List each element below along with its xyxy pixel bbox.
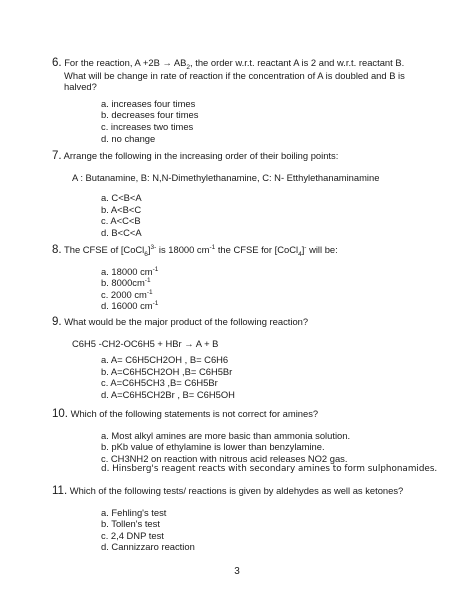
option: b. $8000cm^{-1}$ — [101, 277, 151, 289]
question-9 — [52, 316, 452, 401]
option: a. Most alkyl amines are more basic than ammonia solution. — [101, 429, 351, 441]
options-list — [52, 354, 452, 400]
option: b. A<B<C — [101, 203, 142, 215]
option: c. A<C<B — [101, 215, 141, 227]
option: b. Tollen's test — [101, 518, 160, 530]
compound-list: A : Butanamine, B: N,N-Dimethylethanamine, C: N- Etthylethanaminamine — [72, 171, 380, 183]
question-10-stem: 10. Which of the following statements is not correct for amines? — [52, 408, 319, 420]
question-9-stem: 9. What would be the major product of the following reaction? — [52, 316, 309, 328]
question-number: 11. — [52, 485, 68, 497]
question-number: 6. — [52, 57, 62, 69]
option: b. pKb value of ethylamine is lower than benzylamine. — [101, 441, 325, 453]
options-list — [52, 98, 452, 144]
option: a. increases four times — [101, 97, 196, 109]
option: c. CH3NH2 on reaction with nitrous acid releases NO2 gas. — [101, 452, 348, 464]
question-11 — [52, 485, 452, 553]
question-8-stem: 8. The CFSE of [CoCl$_6$]$^{3-}$ is 18000 $cm^{-1}$ the CFSE for [CoCl$_4$]- will be: — [52, 243, 338, 258]
option: d. A=C6H5CH2Br , B= C6H5OH — [101, 388, 235, 400]
option: c. increases two times — [101, 120, 194, 132]
question-number: 10. — [52, 408, 68, 420]
options-list — [52, 266, 452, 312]
option: c. 2000 $cm^{-1}$ — [101, 288, 153, 300]
option: a. 18000 $cm^{-1}$ — [101, 265, 159, 277]
question-6: 6. For the reaction, $A +2B \to AB_2$, the order w.r.t. reactant A is 2 and w.r.t. reactant B. What will be change in rate of reaction if the concentration of A is doubled and B is halved? a. increases four times b. decreases four times c. increases two times d. no change — [52, 57, 452, 144]
page-number: 3 — [234, 566, 240, 577]
option: b. decreases four times — [101, 109, 199, 121]
option: c. A=C6H5CH3 ,B= C6H5Br — [101, 377, 218, 389]
options-list — [52, 507, 452, 553]
question-number: 8. — [52, 244, 62, 256]
option: d. Cannizzaro reaction — [101, 541, 195, 553]
question-8 — [52, 244, 452, 312]
option: d. no change — [101, 132, 156, 144]
option: a. A= C6H5CH2OH , B= C6H6 — [101, 354, 229, 366]
option: d. 16000 $cm^{-1}$ — [101, 300, 159, 312]
options-list — [52, 430, 452, 476]
reaction-equation: C6H5 -CH2-OC6H5 + HBr → A + B — [72, 337, 219, 349]
option: a. Fehling's test — [101, 506, 167, 518]
question-11-stem: 11. Which of the following tests/ reactions is given by aldehydes as well as ketones? — [52, 485, 404, 497]
question-7 — [52, 150, 452, 239]
question-number: 7. — [52, 150, 62, 162]
option: a. C<B<A — [101, 192, 142, 204]
question-10 — [52, 408, 452, 476]
question-6-stem: 6. For the reaction, $A +2B \to AB_2$, the order w.r.t. reactant A is 2 and w.r.t. reactant B. — [52, 57, 405, 71]
option: d. B<C<A — [101, 226, 142, 238]
options-list — [52, 192, 452, 238]
option: d. Hinsberg's reagent reacts with secondary amines to form sulphonamides. — [101, 464, 438, 475]
option: b. A=C6H5CH2OH ,B= C6H5Br — [101, 365, 233, 377]
question-7-stem: 7. Arrange the following in the increasing order of their boiling points: — [52, 150, 339, 162]
question-number: 9. — [52, 316, 62, 328]
option: c. 2,4 DNP test — [101, 529, 164, 541]
arrow-icon: → — [162, 57, 172, 68]
